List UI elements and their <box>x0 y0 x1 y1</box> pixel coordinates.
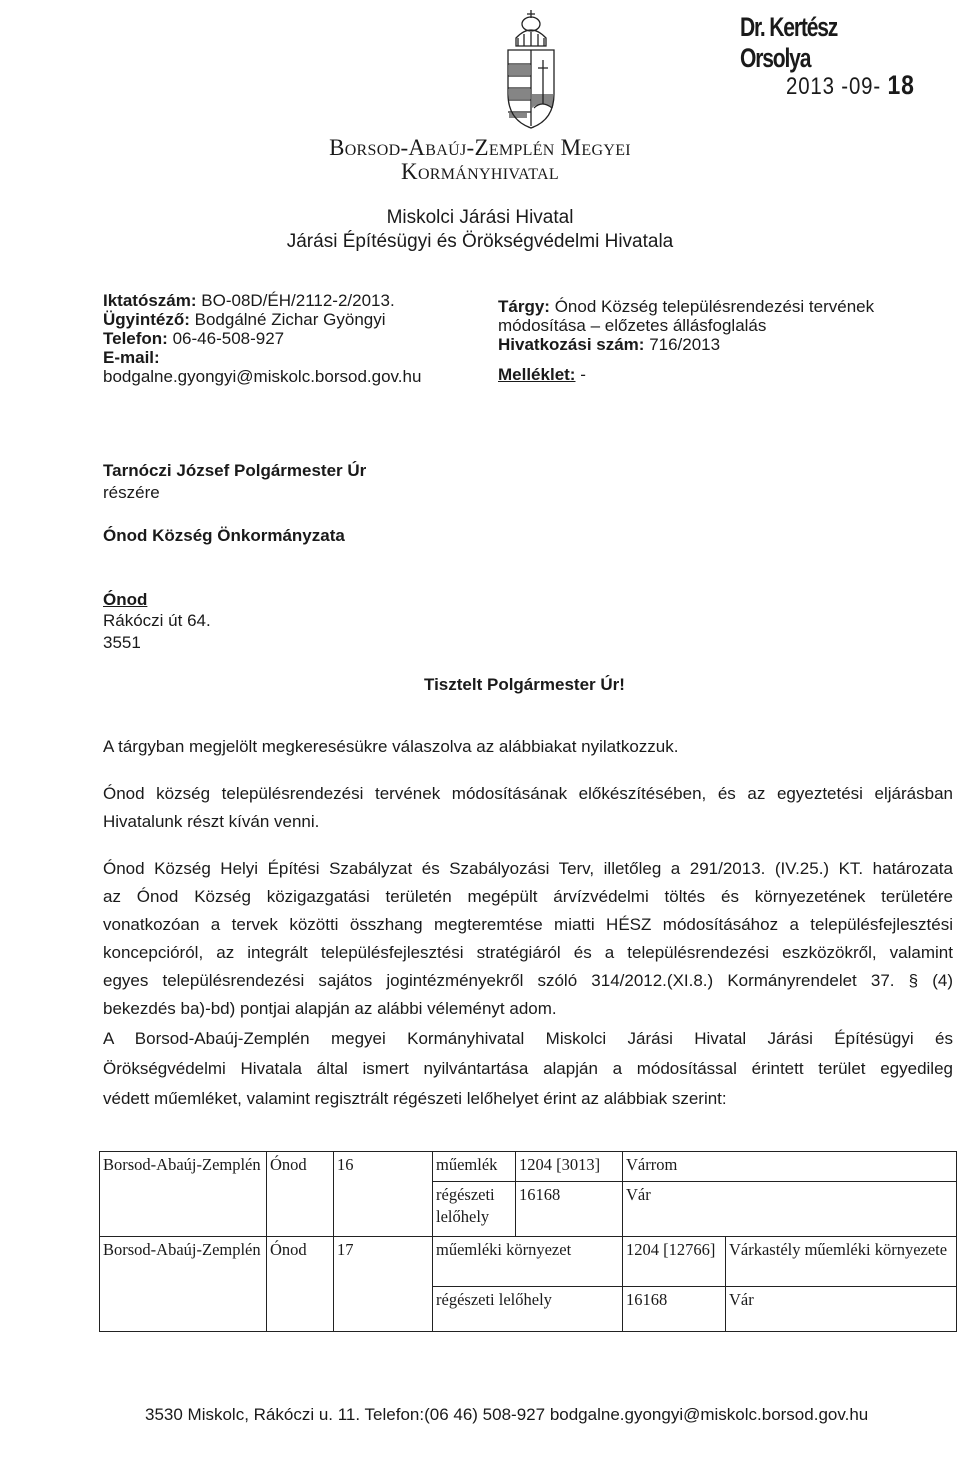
targy-value-1: Ónod Község településrendezési tervének <box>554 297 875 316</box>
meta-left-block <box>103 291 421 386</box>
paragraph-4-line-1: A Borsod-Abaúj-Zemplén megyei Kormányhivatal Miskolci Járási Hivatal Járási Építésügyi és <box>103 1029 953 1048</box>
paragraph-4-line-3: védett műemléket, valamint regisztrált régészeti lelőhelyet érint az alábbiak szerint: <box>103 1089 727 1108</box>
paragraph-1: A tárgyban megjelölt megkeresésükre válaszolva az alábbiakat nyilatkozzuk. <box>103 737 679 756</box>
cell-site-name: Vár <box>726 1286 957 1331</box>
cell-county: Borsod-Abaúj-Zemplén <box>100 1152 267 1237</box>
recipient-resz: részére <box>103 483 160 502</box>
melleklet-label: Melléklet: <box>498 365 576 384</box>
cell-site-name: Vár <box>623 1182 957 1237</box>
paragraph-3-line-6: bekezdés ba)-bd) pontjai alapján az alábbi véleményt adom. <box>103 999 557 1018</box>
paragraph-3-line-5: egyes településrendezési sajátos jogintézményekről szóló 314/2012.(XI.8.) Kormányrendelet 37. § (4) <box>103 971 953 990</box>
targy-value-2: módosítása – előzetes állásfoglalás <box>498 316 767 335</box>
handwritten-date <box>786 70 915 101</box>
cell-id: 1204 [12766] <box>623 1237 726 1287</box>
cell-id: 16168 <box>516 1182 623 1237</box>
meta-right-block <box>498 297 874 384</box>
hivatkozasi-value: 716/2013 <box>649 335 721 354</box>
email-label: E-mail: <box>103 348 160 367</box>
cell-type: régészeti lelőhely <box>433 1286 623 1331</box>
office-name-line1: Miskolci Járási Hivatal <box>386 207 574 228</box>
paragraph-2 <box>103 780 953 836</box>
ugyintezo-value: Bodgálné Zichar Gyöngyi <box>194 310 386 329</box>
cell-type: műemléki környezet <box>433 1237 623 1287</box>
hivatkozasi-label: Hivatkozási szám: <box>498 335 645 354</box>
ugyintezo-label: Ügyintéző: <box>103 310 190 329</box>
iktatoszam-label: Iktatószám: <box>103 291 197 310</box>
cell-type: régészeti lelőhely <box>433 1182 516 1237</box>
table-row <box>100 1152 957 1182</box>
paragraph-3-line-2: az Ónod Község közigazgatási területén megépült árvízvédelmi töltés és környezetének területére <box>103 887 953 906</box>
footer-contact <box>145 1405 868 1425</box>
handwritten-name: Dr. Kertész Orsolya <box>740 12 838 73</box>
recipient-org: Ónod Község Önkormányzata <box>103 526 345 545</box>
cell-id: 1204 [3013] <box>516 1152 623 1182</box>
handwritten-date-day: 18 <box>887 70 915 100</box>
email-value: bodgalne.gyongyi@miskolc.borsod.gov.hu <box>103 367 422 386</box>
cell-site-name: Várkastély műemléki környezete <box>726 1237 957 1287</box>
cell-town: Ónod <box>267 1152 334 1237</box>
footer-phone: Telefon:(06 46) 508-927 <box>364 1405 546 1424</box>
paragraph-3-line-3: vonatkozóan a tervek közötti összhang megteremtése miatti HÉSZ módosításához a településfejlesztési <box>103 915 953 934</box>
melleklet-value: - <box>580 365 586 384</box>
cell-county: Borsod-Abaúj-Zemplén <box>100 1237 267 1332</box>
org-name-line2: Kormányhivatal <box>401 159 559 184</box>
paragraph-3-line-4: koncepcióról, az integrált településfejlesztési stratégiáról és a településrendezési eszközökről, valamint <box>103 943 953 962</box>
org-name-line1: Borsod-Abaúj-Zemplén Megyei <box>329 135 631 160</box>
iktatoszam-value: BO-08D/ÉH/2112-2/2013. <box>201 291 395 310</box>
recipient-street: Rákóczi út 64. <box>103 611 211 630</box>
table-row <box>100 1237 957 1287</box>
footer-email: bodgalne.gyongyi@miskolc.borsod.gov.hu <box>549 1405 869 1424</box>
protected-sites-table <box>99 1151 957 1332</box>
paragraph-3 <box>103 855 953 1023</box>
cell-id: 16168 <box>623 1286 726 1331</box>
coat-of-arms-logo <box>494 8 568 130</box>
cell-type: műemlék <box>433 1152 516 1182</box>
paragraph-3-line-1: Ónod Község Helyi Építési Szabályzat és Szabályozási Terv, illetőleg a 291/2013. (IV.25.) KT. határozata <box>103 859 953 878</box>
office-name-line2: Járási Építésügyi és Örökségvédelmi Hivatala <box>286 231 674 252</box>
recipient-name: Tarnóczi József Polgármester Úr <box>103 461 367 480</box>
paragraph-4 <box>103 1024 953 1114</box>
paragraph-2-line-1: Ónod község településrendezési tervének módosításának előkészítésében, és az egyeztetési eljárásban <box>103 784 953 803</box>
recipient-zip: 3551 <box>103 633 141 652</box>
cell-town: Ónod <box>267 1237 334 1332</box>
paragraph-4-line-2: Örökségvédelmi Hivatala által ismert nyilvántartása alapján a módosítással érintett terület egyedileg <box>103 1059 953 1078</box>
salutation: Tisztelt Polgármester Úr! <box>424 675 625 694</box>
footer-address: 3530 Miskolc, Rákóczi u. 11. <box>145 1405 361 1424</box>
cell-number: 17 <box>334 1237 433 1332</box>
cell-number: 16 <box>334 1152 433 1237</box>
recipient-city: Ónod <box>103 590 148 609</box>
handwritten-date-prefix: 2013 -09- <box>786 73 881 100</box>
paragraph-2-line-2: Hivatalunk részt kíván venni. <box>103 812 320 831</box>
telefon-value: 06-46-508-927 <box>172 329 285 348</box>
targy-label: Tárgy: <box>498 297 550 316</box>
cell-site-name: Várrom <box>623 1152 957 1182</box>
telefon-label: Telefon: <box>103 329 168 348</box>
